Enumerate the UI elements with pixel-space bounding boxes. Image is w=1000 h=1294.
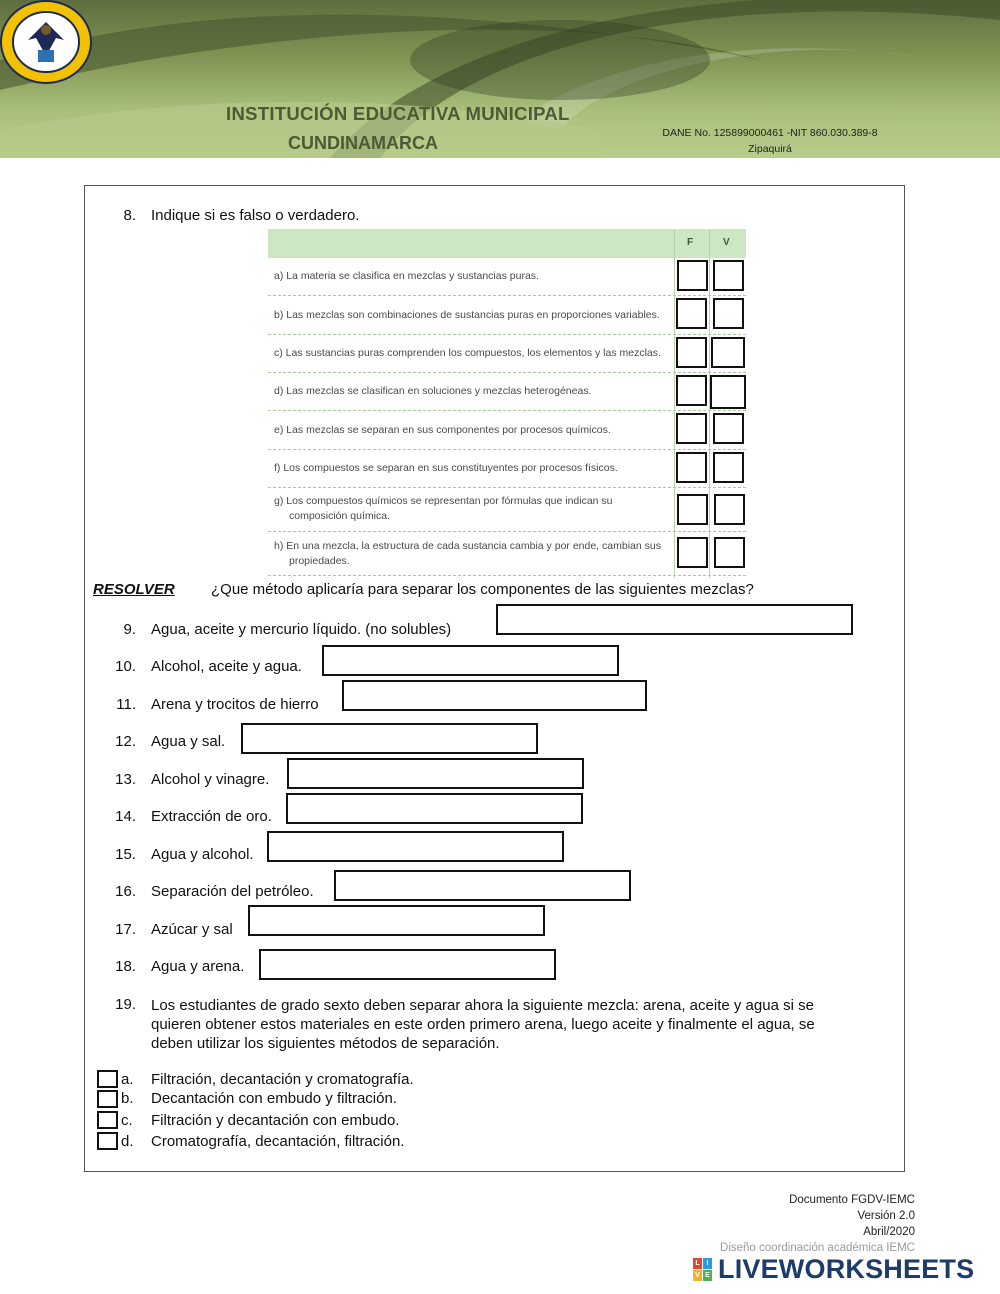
checkbox-c-v[interactable]	[711, 337, 745, 368]
column-f-label: F	[687, 237, 694, 248]
question-text: Agua y sal.	[151, 733, 226, 750]
question-number: 18.	[115, 958, 136, 975]
option-c-letter: c.	[121, 1112, 133, 1129]
q8-number: 8.	[123, 207, 136, 224]
checkbox-d-f[interactable]	[676, 375, 707, 406]
statement-h-line1: h) En una mezcla, la estructura de cada sustancia cambia y por ende, cambian sus	[274, 540, 661, 552]
true-false-table	[268, 229, 746, 578]
question-text: Alcohol y vinagre.	[151, 771, 270, 788]
institution-seal-logo	[0, 0, 92, 84]
statement-c: c) Las sustancias puras comprenden los compuestos, los elementos y las mezclas.	[274, 347, 661, 359]
option-c-text: Filtración y decantación con embudo.	[151, 1112, 400, 1129]
checkbox-d-v[interactable]	[710, 375, 746, 409]
question-number: 12.	[115, 733, 136, 750]
statement-f: f) Los compuestos se separan en sus constituyentes por procesos físicos.	[274, 462, 618, 474]
resolver-question: ¿Que método aplicaría para separar los componentes de las siguientes mezclas?	[211, 581, 754, 598]
question-number: 15.	[115, 846, 136, 863]
checkbox-c-f[interactable]	[676, 337, 707, 368]
answer-input-17[interactable]	[248, 905, 545, 936]
option-a-letter: a.	[121, 1071, 134, 1088]
statement-g-line2: composición química.	[289, 510, 390, 522]
question-number: 16.	[115, 883, 136, 900]
option-a-text: Filtración, decantación y cromatografía.	[151, 1071, 414, 1088]
footer-document: Documento FGDV-IEMC	[789, 1194, 915, 1206]
row-divider	[268, 531, 746, 532]
checkbox-h-v[interactable]	[714, 537, 745, 568]
logo-letter: L	[693, 1258, 702, 1269]
answer-input-16[interactable]	[334, 870, 631, 901]
answer-input-18[interactable]	[259, 949, 556, 980]
question-text: Agua y arena.	[151, 958, 245, 975]
dane-nit-text: DANE No. 125899000461 -NIT 860.030.389-8	[662, 127, 878, 139]
logo-letter: I	[703, 1258, 712, 1269]
q8-text: Indique si es falso o verdadero.	[151, 207, 360, 224]
question-number: 13.	[115, 771, 136, 788]
statement-a: a) La materia se clasifica en mezclas y sustancias puras.	[274, 270, 539, 282]
question-text: Separación del petróleo.	[151, 883, 314, 900]
statement-h	[274, 539, 672, 569]
checkbox-e-v[interactable]	[713, 413, 744, 444]
option-d-text: Cromatografía, decantación, filtración.	[151, 1133, 405, 1150]
checkbox-f-v[interactable]	[713, 452, 744, 483]
row-divider	[268, 575, 746, 576]
column-v-label: V	[723, 237, 730, 248]
row-divider	[268, 410, 746, 411]
footer-design: Diseño coordinación académica IEMC	[720, 1242, 915, 1254]
city-text: Zipaquirá	[748, 143, 792, 155]
checkbox-b-v[interactable]	[713, 298, 744, 329]
row-divider	[268, 487, 746, 488]
option-a-checkbox[interactable]	[97, 1070, 118, 1088]
statement-b: b) Las mezclas son combinaciones de sustancias puras en proporciones variables.	[274, 309, 660, 321]
question-text: Alcohol, aceite y agua.	[151, 658, 302, 675]
footer-date: Abril/2020	[863, 1226, 915, 1238]
q19-line: deben utilizar los siguientes métodos de separación.	[151, 1035, 500, 1052]
question-number: 17.	[115, 921, 136, 938]
checkbox-h-f[interactable]	[677, 537, 708, 568]
liveworksheets-wordmark: LIVEWORKSHEETS	[718, 1254, 975, 1284]
checkbox-g-v[interactable]	[714, 494, 745, 525]
answer-input-14[interactable]	[286, 793, 583, 824]
question-text: Agua, aceite y mercurio líquido. (no solubles)	[151, 621, 452, 638]
question-text: Arena y trocitos de hierro	[151, 696, 319, 713]
question-text: Agua y alcohol.	[151, 846, 254, 863]
option-b-text: Decantación con embudo y filtración.	[151, 1090, 397, 1107]
answer-input-15[interactable]	[267, 831, 564, 862]
logo-letter: E	[703, 1270, 712, 1281]
checkbox-e-f[interactable]	[676, 413, 707, 444]
checkbox-a-f[interactable]	[677, 260, 708, 291]
question-text: Extracción de oro.	[151, 808, 272, 825]
statement-e: e) Las mezclas se separan en sus componentes por procesos químicos.	[274, 424, 611, 436]
row-divider	[268, 334, 746, 335]
question-text: Azúcar y sal	[151, 921, 233, 938]
checkbox-a-v[interactable]	[713, 260, 744, 291]
answer-input-10[interactable]	[322, 645, 619, 676]
row-divider	[268, 295, 746, 296]
option-d-checkbox[interactable]	[97, 1132, 118, 1150]
row-divider	[268, 449, 746, 450]
statement-g-line1: g) Los compuestos químicos se representan por fórmulas que indican su	[274, 495, 613, 507]
checkbox-b-f[interactable]	[676, 298, 707, 329]
row-divider	[268, 372, 746, 373]
answer-input-12[interactable]	[241, 723, 538, 754]
question-number: 9.	[123, 621, 136, 638]
checkbox-f-f[interactable]	[676, 452, 707, 483]
answer-input-13[interactable]	[287, 758, 584, 789]
logo-letter: V	[693, 1270, 702, 1281]
q19-line: quieren obtener estos materiales en este orden primero arena, luego aceite y finalmente el agua, se	[151, 1016, 815, 1033]
question-number: 10.	[115, 658, 136, 675]
liveworksheets-brand[interactable]	[693, 1254, 993, 1286]
q19-line: Los estudiantes de grado sexto deben separar ahora la siguiente mezcla: arena, aceite y agua si se	[151, 997, 814, 1014]
option-b-letter: b.	[121, 1090, 134, 1107]
liveworksheets-logo-icon	[693, 1258, 713, 1282]
statement-g	[274, 494, 672, 524]
checkbox-g-f[interactable]	[677, 494, 708, 525]
option-c-checkbox[interactable]	[97, 1111, 118, 1129]
question-number: 11.	[116, 696, 136, 713]
footer-version: Versión 2.0	[857, 1210, 915, 1222]
answer-input-11[interactable]	[342, 680, 647, 711]
statement-h-line2: propiedades.	[289, 555, 350, 567]
institution-title: INSTITUCIÓN EDUCATIVA MUNICIPAL	[226, 103, 570, 124]
option-d-letter: d.	[121, 1133, 134, 1150]
q19-number: 19.	[115, 996, 136, 1013]
table-divider	[674, 229, 675, 578]
answer-input-9[interactable]	[496, 604, 853, 635]
question-number: 14.	[115, 808, 136, 825]
header-banner	[0, 0, 1000, 158]
department-title: CUNDINAMARCA	[288, 133, 438, 153]
q19-text	[151, 996, 881, 1053]
resolver-label: RESOLVER	[93, 581, 175, 598]
statement-d: d) Las mezclas se clasifican en soluciones y mezclas heterogéneas.	[274, 385, 592, 397]
option-b-checkbox[interactable]	[97, 1090, 118, 1108]
